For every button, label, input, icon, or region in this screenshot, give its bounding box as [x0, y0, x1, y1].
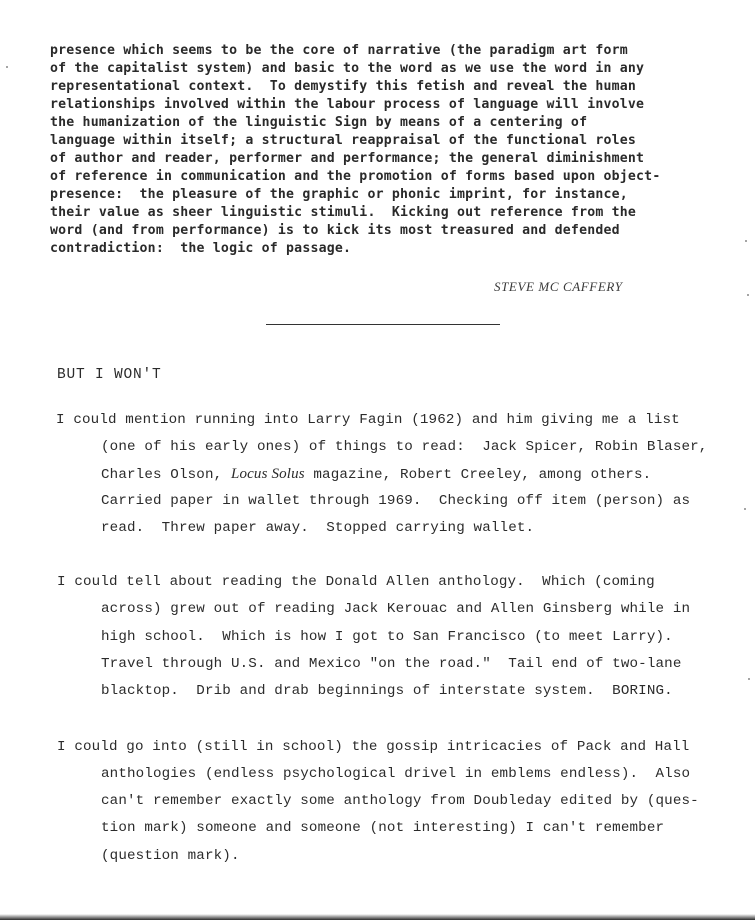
section-divider	[266, 324, 500, 325]
scan-speck	[747, 294, 749, 296]
essay-line: presence: the pleasure of the graphic or phonic imprint, for instance,	[50, 187, 628, 202]
paragraph-line: Travel through U.S. and Mexico "on the road." Tail end of two-lane	[101, 656, 682, 672]
paragraph-line: (question mark).	[101, 848, 240, 864]
paragraph-line: high school. Which is how I got to San Francisco (to meet Larry).	[101, 629, 673, 645]
scan-speck	[745, 240, 747, 242]
paragraph-line: (one of his early ones) of things to read: Jack Spicer, Robin Blaser,	[101, 439, 708, 455]
line-text: Charles Olson,	[101, 467, 231, 483]
paragraph-line: I could tell about reading the Donald Allen anthology. Which (coming	[57, 574, 655, 590]
essay-line: of the capitalist system) and basic to the word as we use the word in any	[50, 61, 645, 76]
paragraph-line: tion mark) someone and someone (not interesting) I can't remember	[101, 820, 665, 836]
essay-line: their value as sheer linguistic stimuli. Kicking out reference from the	[50, 205, 637, 220]
essay-line: of author and reader, performer and performance; the general diminishment	[50, 151, 645, 166]
scan-speck	[744, 508, 746, 510]
magazine-title: Locus Solus	[230, 466, 305, 482]
paragraph-line: across) grew out of reading Jack Kerouac and Allen Ginsberg while in	[101, 601, 691, 617]
scan-speck	[6, 66, 8, 68]
essay-line: language within itself; a structural reappraisal of the functional roles	[50, 133, 637, 148]
essay-line: presence which seems to be the core of narrative (the paradigm art form	[50, 43, 628, 58]
essay-line: contradiction: the logic of passage.	[50, 241, 352, 256]
paragraph-line: blacktop. Drib and drab beginnings of interstate system. BORING.	[101, 683, 673, 699]
paragraph-line: I could go into (still in school) the gossip intricacies of Pack and Hall	[57, 739, 690, 755]
essay-line: of reference in communication and the promotion of forms based upon object-	[50, 169, 661, 184]
essay-line: word (and from performance) is to kick its most treasured and defended	[50, 223, 620, 238]
paragraph-line: anthologies (endless psychological drivel in emblems endless). Also	[101, 766, 691, 782]
paragraph-line: I could mention running into Larry Fagin (1962) and him giving me a list	[56, 412, 680, 428]
paragraph-line: can't remember exactly some anthology from Doubleday edited by (ques-	[101, 793, 699, 809]
scan-speck	[748, 678, 750, 680]
line-text: magazine, Robert Creeley, among others.	[304, 467, 652, 483]
essay-line: representational context. To demystify this fetish and reveal the human	[50, 79, 637, 94]
section-heading: BUT I WON'T	[57, 367, 162, 383]
paragraph-line: Carried paper in wallet through 1969. Checking off item (person) as	[101, 493, 691, 509]
author-signature: STEVE MC CAFFERY	[494, 279, 623, 294]
essay-line: the humanization of the linguistic Sign by means of a centering of	[50, 115, 588, 130]
paragraph-line	[101, 464, 651, 485]
paragraph-line: read. Threw paper away. Stopped carrying wallet.	[101, 520, 535, 536]
scan-bottom-edge	[0, 914, 755, 920]
essay-line: relationships involved within the labour process of language will involve	[50, 97, 645, 112]
